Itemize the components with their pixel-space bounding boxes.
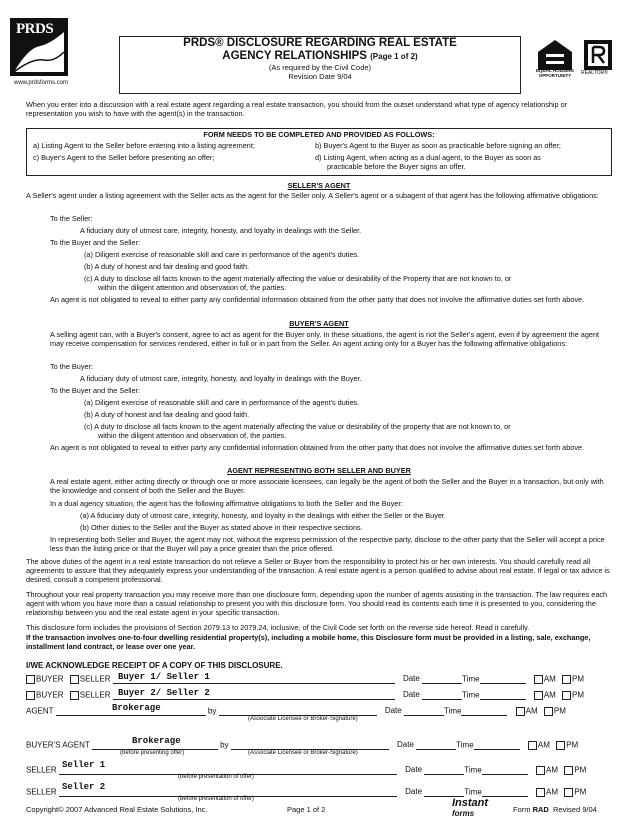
pm-checkbox-1[interactable] — [562, 675, 571, 684]
instant-forms-logo: Instant forms — [452, 797, 489, 818]
page-title-line1: PRDS® DISCLOSURE REGARDING REAL ESTATE — [183, 37, 457, 49]
seller-agent-c2: within the diligent attention and observation of, the parties. — [98, 283, 287, 292]
revision-date: Revision Date 9/04 — [288, 72, 352, 81]
agent-brokerage-name: Brokerage — [112, 703, 161, 713]
seller-agent-duty: A fiduciary duty of utmost care, integrity, honesty, and loyalty in dealings with the Seller. — [80, 226, 362, 235]
time-field-3[interactable] — [461, 706, 507, 716]
eho-caption: EQUAL HOUSING OPPORTUNITY — [536, 68, 574, 78]
prds-logo — [10, 18, 68, 76]
seller-agent-p1: A Seller's agent under a listing agreement with the Seller acts as the agent for the Seller only. A Seller's agent or a subagent of that agent has the following affirmative obligations: — [26, 191, 599, 200]
before-presentation-caption-2: (before presentation of offer) — [178, 796, 254, 802]
buyer-agent-to-buyer: To the Buyer: — [50, 362, 93, 371]
dual-agent-a: (a) A fiduciary duty of utmost care, integrity, honesty, and loyalty in the dealings with either the Seller or the Buyer. — [80, 511, 446, 520]
intro-text: When you enter into a discussion with a real estate agent regarding a real estate transaction, you should from the outset understand what type of agency relationship or representation you wish to have with the agent(s) in the transaction. — [26, 100, 568, 118]
time-field-5[interactable] — [482, 765, 528, 775]
am-checkbox-5[interactable] — [536, 766, 545, 775]
time-field-1[interactable] — [480, 674, 526, 684]
form-instructions-box — [26, 128, 612, 176]
seller-agent-c1: (c) A duty to disclose all facts known to the agent materially affecting the value or desirability of the Property that are not known to, or — [84, 274, 512, 283]
pm-checkbox-5[interactable] — [564, 766, 573, 775]
am-checkbox-3[interactable] — [516, 707, 525, 716]
am-checkbox-6[interactable] — [536, 788, 545, 797]
am-checkbox-2[interactable] — [534, 691, 543, 700]
instruction-d2: practicable before the Buyer signs an offer. — [327, 162, 466, 171]
closing-p2: Throughout your real property transaction you may receive more than one disclosure form, depending upon the number of agents assisting in the transaction. The law requires each agent with whom you have more than a casual relationship to present you with this disclosure form. You should read its contents each time it is presented to you, considering the relationship between you and the real estate agent in your specific transaction. — [26, 590, 608, 617]
seller-agent-to-seller: To the Seller: — [50, 214, 93, 223]
subtitle: (As required by the Civil Code) — [268, 63, 372, 72]
instruction-b: b) Buyer's Agent to the Buyer as soon as practicable before signing an offer; — [315, 141, 561, 150]
buyer-checkbox-1[interactable] — [26, 675, 35, 684]
buyer-agent-b: (b) A duty of honest and fair dealing and good faith. — [84, 410, 250, 419]
before-presentation-caption-1: (before presentation of offer) — [178, 774, 254, 780]
acknowledge-text: I/WE ACKNOWLEDGE RECEIPT OF A COPY OF THIS DISCLOSURE. — [26, 661, 283, 670]
sig-row-seller-2: SELLER Date Time AM PM — [26, 787, 587, 797]
buyer-agent-heading: BUYER'S AGENT — [289, 319, 349, 328]
title-box — [119, 36, 521, 94]
seller-checkbox-2[interactable] — [70, 691, 79, 700]
seller-agent-p2: An agent is not obligated to reveal to either party any confidential information obtained from the other party that does not involve the affirmative duties set forth above. — [50, 295, 585, 304]
am-checkbox-4[interactable] — [528, 741, 537, 750]
buyer-agent-p2: An agent is not obligated to reveal to either party any confidential information obtained from the other party that does not involve the affirmative duties set forth above. — [50, 443, 585, 452]
assoc-caption-1: (Associate Licensee or Broker-Signature) — [248, 716, 358, 722]
signature-name-2: Buyer 2/ Seller 2 — [118, 688, 210, 698]
time-field-2[interactable] — [480, 690, 526, 700]
seller-agent-heading: SELLER'S AGENT — [287, 181, 351, 190]
dual-agent-p3: In representing both Seller and Buyer, the agent may not, without the express permission of the respective party, disclose to the other party that the Seller will accept a price less than the listing price or that the Buyer will pay a price greater than the price offered. — [50, 535, 605, 553]
date-field-4[interactable] — [416, 740, 456, 750]
signature-name-1: Buyer 1/ Seller 1 — [118, 672, 210, 682]
closing-p1: The above duties of the agent in a real estate transaction do not relieve a Seller or Buyer from the responsibility to protect his or her own interests. You should carefully read all agreements to assure that they adequately express your understanding of the transaction. A real estate agent is a person qualified to advise about real estate. If legal or tax advice is desired, consult a competent professional. — [26, 557, 610, 584]
buyers-agent-brokerage-name: Brokerage — [132, 736, 181, 746]
instruction-a: a) Listing Agent to the Seller before entering into a listing agreement; — [33, 141, 255, 150]
agent-signature-line[interactable] — [219, 706, 377, 716]
instruction-c: c) Buyer's Agent to the Seller before presenting an offer; — [33, 153, 215, 162]
form-instructions-heading: FORM NEEDS TO BE COMPLETED AND PROVIDED AS FOLLOWS: — [203, 130, 435, 139]
date-field-1[interactable] — [422, 674, 462, 684]
page-number: Page 1 of 2 — [287, 805, 326, 814]
date-field-5[interactable] — [424, 765, 464, 775]
time-field-4[interactable] — [474, 740, 520, 750]
sig-row-seller-1: SELLER Date Time AM PM — [26, 765, 587, 775]
seller-2-name: Seller 2 — [62, 782, 106, 792]
dual-agent-p1: A real estate agent, either acting directly or through one or more associate licensees, can legally be the agent of both the Seller and the Buyer in a transaction, but only with the knowledge and consent of both the Seller and the Buyer. — [50, 477, 604, 495]
buyer-agent-to-both: To the Buyer and the Seller: — [50, 386, 141, 395]
pm-checkbox-6[interactable] — [564, 788, 573, 797]
logo-url: www.prdsforms.com — [14, 80, 69, 86]
buyer-agent-a: (a) Diligent exercise of reasonable skill and care in performance of the agent's duties. — [84, 398, 360, 407]
seller-agent-to-both: To the Buyer and the Seller: — [50, 238, 141, 247]
dual-agent-heading: AGENT REPRESENTING BOTH SELLER AND BUYER — [227, 466, 411, 475]
date-field-3[interactable] — [404, 706, 444, 716]
closing-p4: If the transaction involves one-to-four dwelling residential property(s), including a mobile home, this Disclosure form must be provided in a listing, sale, exchange, installment land contract, or lease over one year. — [26, 633, 591, 651]
buyer-agent-duty: A fiduciary duty of utmost care, integrity, honesty, and loyalty in dealings with the Buyer. — [80, 374, 362, 383]
logo-text: PRDS — [16, 21, 54, 37]
sig-row-agent: AGENT by Date Time AM PM — [26, 706, 566, 716]
page-title-line2: AGENCY RELATIONSHIPS (Page 1 of 2) — [222, 50, 418, 62]
sig-row-buyers-agent: BUYER'S AGENT by Date Time AM PM — [26, 740, 579, 750]
form-code: Form RAD Revised 9/04 — [513, 805, 597, 814]
buyer-agent-c1: (c) A duty to disclose all facts known to the agent materially affecting the value or desirability of the property that are not known to, or — [84, 422, 511, 431]
seller-agent-b: (b) A duty of honest and fair dealing and good faith. — [84, 262, 250, 271]
seller-agent-a: (a) Diligent exercise of reasonable skill and care in performance of the agent's duties. — [84, 250, 360, 259]
buyer-agent-c2: within the diligent attention and observation of, the parties. — [98, 431, 287, 440]
before-offer-caption: (before presenting offer) — [120, 750, 185, 756]
pm-checkbox-2[interactable] — [562, 691, 571, 700]
sig-row-1: BUYER SELLER Date Time AM PM — [26, 674, 584, 684]
copyright: Copyright© 2007 Advanced Real Estate Solutions, Inc. — [26, 805, 208, 814]
time-field-6[interactable] — [482, 787, 528, 797]
date-field-2[interactable] — [422, 690, 462, 700]
buyers-agent-signature-line[interactable] — [231, 740, 389, 750]
buyer-checkbox-2[interactable] — [26, 691, 35, 700]
date-field-6[interactable] — [424, 787, 464, 797]
dual-agent-b: (b) Other duties to the Seller and the Buyer as stated above in their respective sections. — [80, 523, 363, 532]
instruction-d1: d) Listing Agent, when acting as a dual agent, to the Buyer as soon as — [315, 153, 541, 162]
buyer-agent-p1: A selling agent can, with a Buyer's consent, agree to act as agent for the Buyer only. In these situations, the agent is not the Seller's agent, even if by agreement the agent may receive compensation for services rendered, either in full or in part from the Seller. An agent acting only for a Buyer has the following affirmative obligations: — [50, 330, 600, 348]
am-checkbox-1[interactable] — [534, 675, 543, 684]
realtor-caption: REALTOR® — [581, 70, 608, 76]
seller-1-name: Seller 1 — [62, 760, 106, 770]
assoc-caption-2: (Associate Licensee or Broker-Signature) — [248, 750, 358, 756]
pm-checkbox-4[interactable] — [556, 741, 565, 750]
seller-checkbox-1[interactable] — [70, 675, 79, 684]
mountain-logo-icon — [10, 18, 68, 76]
dual-agent-p2: In a dual agency situation, the agent has the following affirmative obligations to both the Seller and the Buyer: — [50, 499, 403, 508]
sig-row-2: BUYER SELLER Date Time AM PM — [26, 690, 584, 700]
pm-checkbox-3[interactable] — [544, 707, 553, 716]
closing-p3: This disclosure form includes the provisions of Section 2079.13 to 2079.24, inclusive, of the Civil Code set forth on the reverse side hereof. Read it carefully. — [26, 623, 530, 632]
